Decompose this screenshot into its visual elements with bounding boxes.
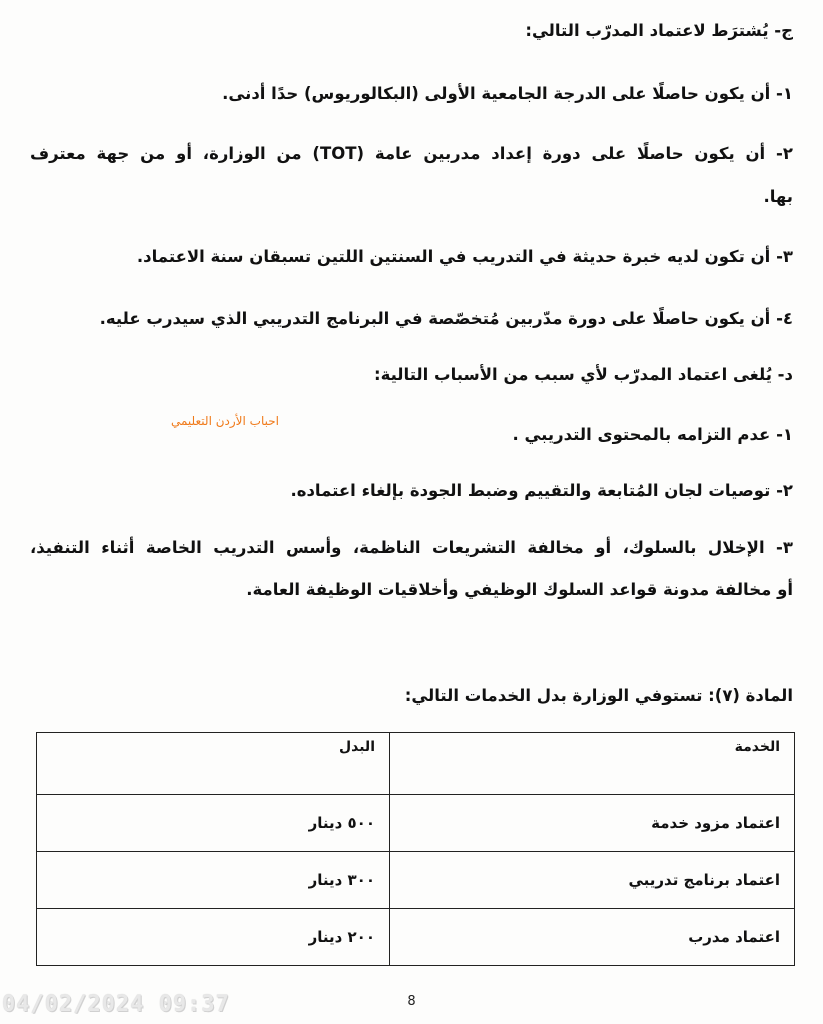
table-cell-service: اعتماد مزود خدمة (390, 795, 795, 852)
table-row (37, 852, 795, 909)
page-number: 8 (407, 994, 416, 1009)
table-cell-service: اعتماد برنامج تدريبي (390, 852, 795, 909)
table-cell-fee: ٥٠٠ دينار (37, 795, 390, 852)
table-row (37, 795, 795, 852)
section-c-item-2: ٢- أن يكون حاصلًا على دورة إعداد مدربين عامة (TOT) من الوزارة، أو من جهة معترف (30, 144, 793, 163)
section-c-item-2-continued: بها. (763, 187, 793, 206)
table-header-row (37, 733, 795, 795)
section-c-heading: ج- يُشترَط لاعتماد المدرّب التالي: (525, 21, 793, 40)
table-row (37, 909, 795, 966)
table-cell-service: اعتماد مدرب (390, 909, 795, 966)
table-cell-fee: ٣٠٠ دينار (37, 852, 390, 909)
section-d-item-1: ١- عدم التزامه بالمحتوى التدريبي . (512, 425, 793, 444)
table-cell-fee: ٢٠٠ دينار (37, 909, 390, 966)
section-d-heading: د- يُلغى اعتماد المدرّب لأي سبب من الأسباب التالية: (373, 365, 793, 384)
section-d-item-3-continued: أو مخالفة مدونة قواعد السلوك الوظيفي وأخلاقيات الوظيفة العامة. (246, 580, 793, 599)
section-c-item-1: ١- أن يكون حاصلًا على الدرجة الجامعية الأولى (البكالوريوس) حدًا أدنى. (222, 84, 793, 103)
watermark-text: احباب الأردن التعليمي (170, 414, 279, 428)
fees-table (36, 732, 795, 966)
table-header-fee: البدل (37, 733, 390, 795)
section-d-item-2: ٢- توصيات لجان المُتابعة والتقييم وضبط الجودة بإلغاء اعتماده. (290, 481, 793, 500)
article-7-heading: المادة (٧): تستوفي الوزارة بدل الخدمات التالي: (404, 686, 793, 705)
section-d-item-3: ٣- الإخلال بالسلوك، أو مخالفة التشريعات الناظمة، وأسس التدريب الخاصة أثناء التنفيذ، (30, 538, 793, 557)
section-c-item-3: ٣- أن تكون لديه خبرة حديثة في التدريب في السنتين اللتين تسبقان سنة الاعتماد. (136, 247, 793, 266)
section-c-item-4: ٤- أن يكون حاصلًا على دورة مدّربين مُتخصّصة في البرنامج التدريبي الذي سيدرب عليه. (99, 309, 793, 328)
scan-timestamp: 04/02/2024 09:37 (2, 992, 230, 1017)
table-header-service: الخدمة (390, 733, 795, 795)
